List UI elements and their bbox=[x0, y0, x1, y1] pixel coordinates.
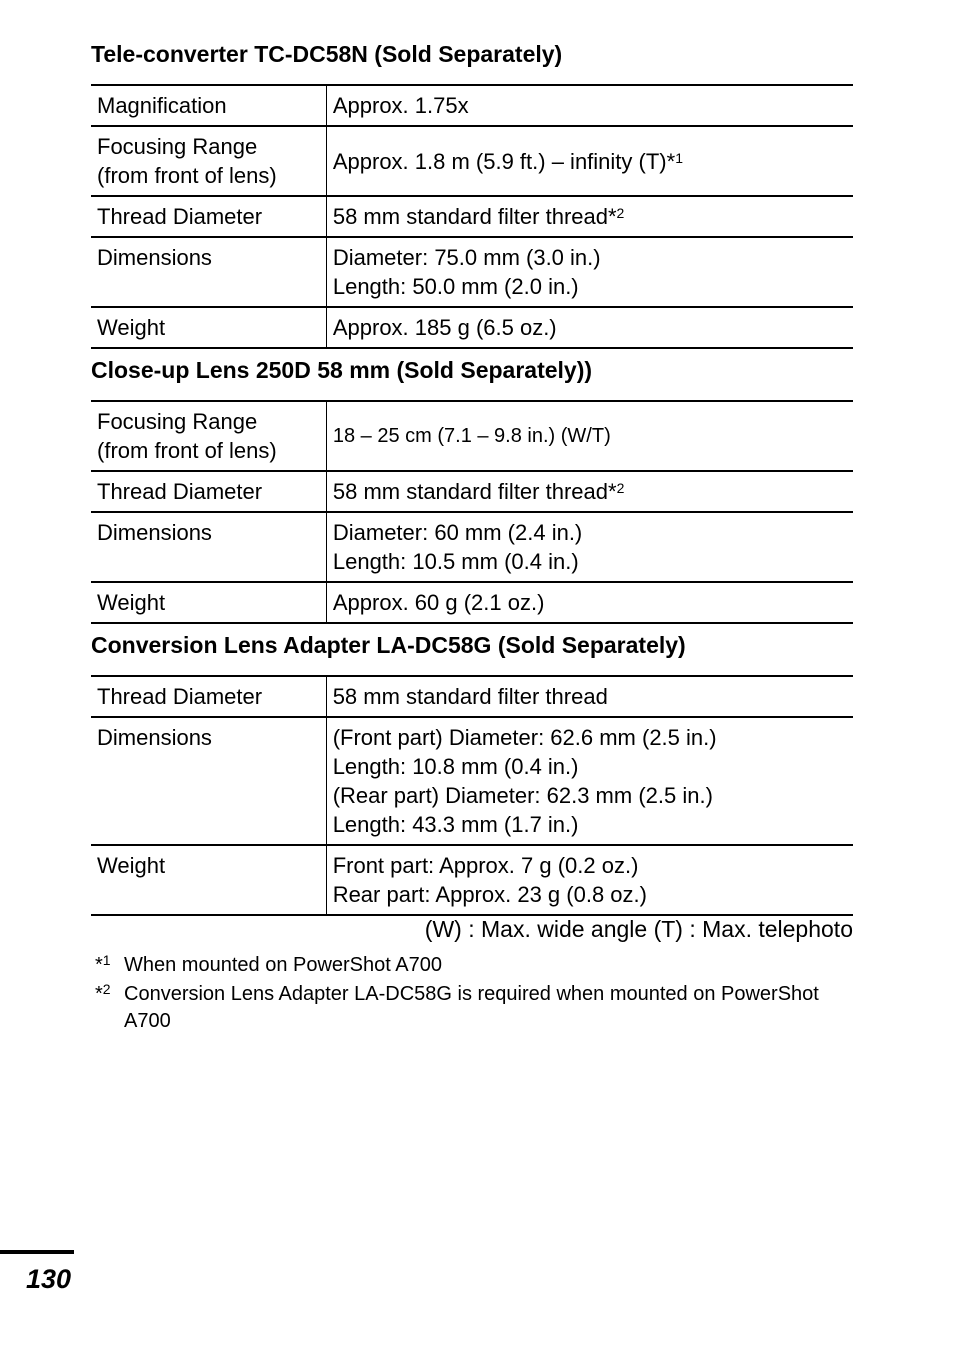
section-title-closeup-lens: Close-up Lens 250D 58 mm (Sold Separately)) bbox=[91, 357, 593, 383]
spec-value: 58 mm standard filter thread*$^2$ bbox=[326, 471, 853, 512]
spec-key: Focusing Range (from front of lens) bbox=[91, 126, 326, 196]
footnote-mark: *$^1$ bbox=[95, 952, 111, 976]
footnote bbox=[91, 981, 853, 1035]
spec-table-conversion-adapter bbox=[91, 675, 853, 916]
section-title-conversion-adapter: Conversion Lens Adapter LA-DC58G (Sold Separately) bbox=[91, 632, 686, 658]
table-row bbox=[91, 676, 853, 717]
page-number: 130 bbox=[26, 1264, 72, 1294]
spec-value: (Front part) Diameter: 62.6 mm (2.5 in.) Length: 10.8 mm (0.4 in.) (Rear part) Diameter: 62.3 mm (2.5 in.) Length: 43.3 mm (1.7 in.) bbox=[326, 717, 853, 845]
spec-key: Focusing Range (from front of lens) bbox=[91, 401, 326, 471]
footnote-ref: 1 bbox=[675, 149, 683, 166]
spec-value: 18 – 25 cm (7.1 – 9.8 in.) (W/T) bbox=[326, 401, 853, 471]
table-row bbox=[91, 512, 853, 582]
page-number-bar bbox=[0, 1250, 74, 1254]
spec-value: Front part: Approx. 7 g (0.2 oz.) Rear part: Approx. 23 g (0.8 oz.) bbox=[326, 845, 853, 915]
table-row bbox=[91, 582, 853, 623]
spec-key: Thread Diameter bbox=[91, 471, 326, 512]
section-title-teleconverter: Tele-converter TC-DC58N (Sold Separately) bbox=[91, 41, 563, 67]
table-row bbox=[91, 126, 853, 196]
table-row bbox=[91, 85, 853, 126]
spec-key: Weight bbox=[91, 307, 326, 348]
spec-value: Approx. 185 g (6.5 oz.) bbox=[326, 307, 853, 348]
footnotes bbox=[91, 952, 853, 1037]
footnote-ref: 2 bbox=[616, 205, 625, 221]
footnote bbox=[91, 952, 853, 979]
table-row bbox=[91, 401, 853, 471]
spec-value: Approx. 60 g (2.1 oz.) bbox=[326, 582, 853, 623]
spec-key: Thread Diameter bbox=[91, 676, 326, 717]
footnote-text: Conversion Lens Adapter LA-DC58G is required when mounted on PowerShot A700 bbox=[124, 983, 819, 1032]
footnote-ref: 2 bbox=[616, 480, 625, 496]
table-row bbox=[91, 307, 853, 348]
table-row bbox=[91, 845, 853, 915]
footnote-text: When mounted on PowerShot A700 bbox=[124, 954, 442, 976]
spec-key: Weight bbox=[91, 845, 326, 915]
table-row bbox=[91, 237, 853, 307]
spec-key: Thread Diameter bbox=[91, 196, 326, 237]
spec-key: Magnification bbox=[91, 85, 326, 126]
table-row bbox=[91, 471, 853, 512]
footnote-mark: *$^2$ bbox=[95, 981, 111, 1005]
table-row bbox=[91, 717, 853, 845]
legend-text: (W) : Max. wide angle (T) : Max. telephoto bbox=[424, 916, 853, 942]
spec-key: Weight bbox=[91, 582, 326, 623]
spec-table-closeup-lens bbox=[91, 400, 853, 624]
spec-value: Diameter: 60 mm (2.4 in.) Length: 10.5 mm (0.4 in.) bbox=[326, 512, 853, 582]
spec-value: 58 mm standard filter thread bbox=[326, 676, 853, 717]
spec-value: Diameter: 75.0 mm (3.0 in.) Length: 50.0 mm (2.0 in.) bbox=[326, 237, 853, 307]
spec-table-teleconverter bbox=[91, 84, 853, 349]
table-row bbox=[91, 196, 853, 237]
spec-value: 58 mm standard filter thread*$^2$ bbox=[326, 196, 853, 237]
spec-value: Approx. 1.8 m (5.9 ft.) – infinity (T)*$^1$ bbox=[326, 126, 853, 196]
spec-key: Dimensions bbox=[91, 512, 326, 582]
spec-value: Approx. 1.75x bbox=[326, 85, 853, 126]
spec-key: Dimensions bbox=[91, 717, 326, 845]
spec-key: Dimensions bbox=[91, 237, 326, 307]
